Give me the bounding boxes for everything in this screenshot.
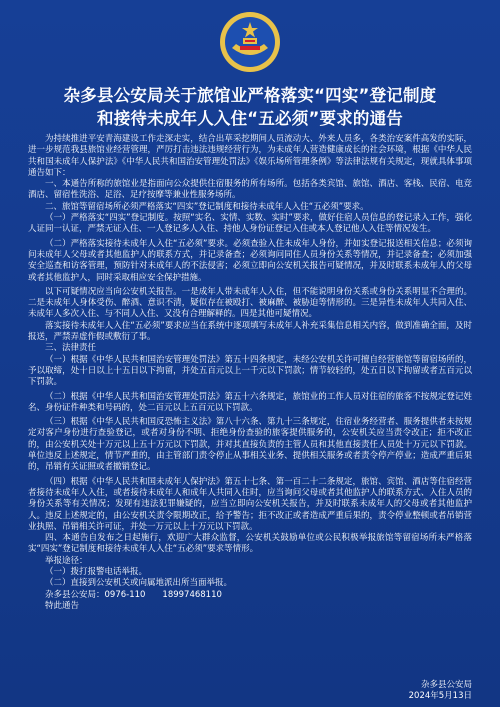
section-2: 二、旅馆等留宿场所必须严格落实“四实”登记制度和接待未成年人入住“五必须”要求。 (45, 201, 369, 212)
section-2-item-1: （一）严格落实“四实”登记制度。按照“实名、实情、实数、实时”要求，做好住宿人员信息的登记录入工作，强化人证同一认证，严禁无证入住、一人登记多人入住、持他人身份证登记入住或本人登记他人入住等情况发生。 (28, 213, 472, 235)
section-3-heading: 三、法律责任 (45, 343, 97, 354)
notice-body (28, 134, 472, 612)
suspicious-cases-paragraph: 以下可疑情况应当向公安机关报告。一是成年人带未成年人入住，但不能说明身份关系或身份关系明显不合理的。二是未成年人身体受伤、醉酒、意识不清，疑似存在被殴打、被麻醉、被胁迫等情形的。三是异性未成年人共同入住、未成年人多次入住、与不同人入住、又没有合理解释的。四是其他可疑情况。 (28, 286, 472, 320)
section-2-item-2: （二）严格落实接待未成年人入住“五必须”要求。必须查验入住未成年人身份，并如实登记报送相关信息；必须询问未成年人父母或者其他监护人的联系方式，并记录备查；必须询问同住人员身份关系等情况，并记录备查；必须加强安全巡查和访客管理，预防针对未成年人的不法侵害；必须立即向公安机关报告可疑情况，并及时联系未成年人的父母或者其他监护人，同时采取相应安全保护措施。 (28, 238, 472, 283)
section-1: 一、本通告所称的旅馆业是指面向公众提供住宿服务的所有场所。包括各类宾馆、旅馆、酒店、客栈、民宿、电竞酒店、留宿性洗浴、足浴、足疗按摩等兼业性服务场所。 (28, 179, 472, 201)
report-channel-1: （一）拨打报警电话举报。 (45, 566, 148, 577)
report-channels-heading: 举报途径： (45, 555, 88, 566)
notice-title (10, 84, 490, 130)
police-emblem-icon (218, 10, 282, 74)
notice-title-line-2: 和接待未成年人入住“五必须”要求的通告 (97, 109, 403, 128)
notice-title-line-1: 杂多县公安局关于旅馆业严格落实“四实”登记制度 (63, 86, 437, 105)
report-channel-2: （二）直接到公安机关或向属地派出所当面举报。 (45, 578, 233, 589)
signature-org: 杂多县公安局 (420, 680, 472, 690)
intro-paragraph: 为持续推进平安青海建设工作走深走实，结合出草采挖期间人员流动大、外来人员多，各类治安案件高发的实际，进一步规范我县旅馆业经营管理，严厉打击违法违规经营行为，为未成年人营造健康成长的社会环境，根据《中华人民共和国未成年人保护法》《中华人民共和国治安管理处罚法》《娱乐场所管理条例》等法律法规有关规定，现就具体事项通告如下： (28, 134, 472, 178)
section-3-item-2: （二）根据《中华人民共和国治安管理处罚法》第五十六条规定，旅馆业的工作人员对住宿的旅客不按规定登记姓名、身份证件种类和号码的，处二百元以上五百元以下罚款。 (28, 391, 472, 413)
section-3-item-1: （一）根据《中华人民共和国治安管理处罚法》第五十四条规定，未经公安机关许可擅自经营旅馆等留宿场所的，予以取缔，处十日以上十五日以下拘留，并处五百元以上一千元以下罚款；情节较轻的，处五日以下拘留或者五百元以下罚款。 (28, 354, 472, 388)
reporting-requirement-paragraph: 落实接待未成年人入住“五必须”要求应当在系统中逐项填写未成年人补充采集信息相关内容，做到准确全面，及时报送，严禁弄虚作假或敷衍了事。 (28, 320, 472, 343)
contact-phone: 杂多县公安局：0976-110 18997468110 (45, 589, 222, 600)
signature-block (409, 680, 472, 702)
section-3-item-3: （三）根据《中华人民共和国反恐怖主义法》第八十六条、第九十三条规定，住宿业务经营者、服务提供者未按规定对客户身份进行查验登记，或者对身份不明、拒绝身份查验的旅客提供服务的，公安机关应当责令改正；拒不改正的，由公安机关处十万元以上五十万元以下罚款，并对其直接负责的主管人员和其他直接责任人员处十万元以下罚款。单位违反上述规定，情节严重的，由主管部门责令停止从事相关业务、提供相关服务或者责令停产停业；造成严重后果的，吊销有关证照或者撤销登记。 (28, 417, 472, 473)
signature-date: 2024年5月13日 (408, 691, 472, 701)
section-4: 四、本通告自发布之日起施行，欢迎广大群众监督，公安机关鼓励单位或公民积极举报旅馆等留宿场所未严格落实“四实”登记制度和接待未成年人入住“五必须”要求等情形。 (28, 533, 472, 555)
section-3-item-4: （四）根据《中华人民共和国未成年人保护法》第五十七条、第一百二十二条规定，旅馆、宾馆、酒店等住宿经营者接待未成年人入住，或者接待未成年人和成年人共同入住时，应当询问父母或者其他监护人的联系方式、入住人员的身份关系等有关情况；发现有违法犯罪嫌疑的，应当立即向公安机关报告，并及时联系未成年人的父母或者其他监护人。违反上述规定的，由公安机关责令限期改正，给予警告；拒不改正或者造成严重后果的，责令停业整顿或者吊销营业执照、吊销相关许可证，并处一万元以上十万元以下罚款。 (28, 476, 472, 532)
closing-phrase: 特此通告 (45, 600, 80, 611)
